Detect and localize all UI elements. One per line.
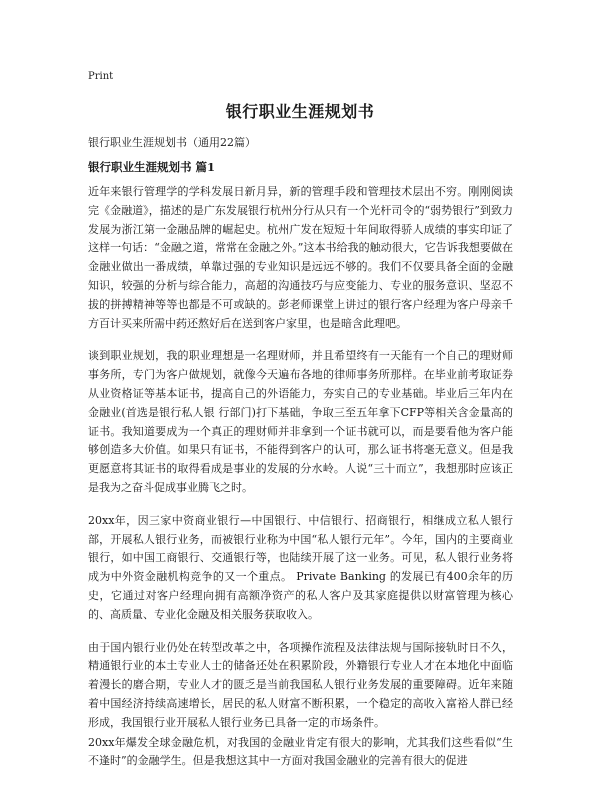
paragraph-1: 近年来银行管理学的学科发展日新月异，新的管理手段和管理技术层出不穷。刚刚阅读完《金融道》，描述的是广东发展银行杭州分行从只有一个光杆司令的“弱势银行”到致力发展为浙江第一金融品牌的崛起史。杭州广发在短短十年间取得骄人成绩的事实印证了这样一句话：“金融之道，常常在金融之外。”这本书给我的触动很大，它告诉我想要做在金融业做出一番成绩，单靠过强的专业知识是远远不够的。我们不仅要具备全面的金融知识，较强的分析与综合能力，高超的沟通技巧与应变能力、专业的服务意识、坚忍不拔的拼搏精神等等也都是不可或缺的。彭老师课堂上讲过的银行客户经理为客户母亲千方百计买来所需中药还熬好后在送到客户家里，也是暗含此理吧。 [88,185,513,330]
section-heading: 银行职业生涯规划书 篇1 [88,160,216,174]
paragraph-3: 20xx年，因三家中资商业银行—中国银行、中信银行、招商银行，相继成立私人银行部，开展私人银行业务，而被银行业称为中国“私人银行元年”。今年，国内的主要商业银行，如中国工商银行、交通银行等，也陆续开展了这一业务。可见，私人银行业务将成为中外资金融机构竞争的又一个重点。 Private Banking 的发展已有400余年的历史，它通过对客户经理向拥有高额净资产的私人客户及其家庭提供以财富管理为核心的、高质量、专业化金融及相关服务获取收入。 [88,513,513,621]
document-subtitle: 银行职业生涯规划书（通用22篇） [88,136,256,149]
print-link[interactable]: Print [88,71,114,82]
paragraph-4: 由于国内银行业仍处在转型改革之中，各项操作流程及法律法规与国际接轨时日不久，精通银行业的本土专业人士的储备还处在积累阶段，外籍银行专业人才在本地化中面临着漫长的磨合期，专业人才的匮乏是当前我国私人银行业务发展的重要障碍。近年来随着中国经济持续高速增长，居民的私人财富不断积累，一个稳定的高收入富裕人群已经形成，我国银行业开展私人银行业务已具备一定的市场条件。 [88,640,513,729]
page-title: 银行职业生涯规划书 [225,102,375,121]
paragraph-2: 谈到职业规划，我的职业理想是一名理财师，并且希望终有一天能有一个自己的理财师事务所，专门为客户做规划，就像今天遍布各地的律师事务所那样。在毕业前考取证券从业资格证等基本证书，提高自己的外语能力，夯实自己的专业基础。毕业后三年内在金融业(首选是银行私人银 行部门)打下基础，争取三至五年拿下CFP等相关含金量高的证书。我知道要成为一个真正的理财师并非拿到一个证书就可以，而是要看他为客户能够创造多大价值。如果只有证书，不能得到客户的认可，那么证书将毫无意义。但是我更愿意将其证书的取得看成是事业的发展的分水岭。人说“三十而立”，我想那时应该正是我为之奋斗促成事业腾飞之时。 [88,349,513,494]
article-body [88,183,513,785]
paragraph-5: 20xx年爆发全球金融危机，对我国的金融业肯定有很大的影响，尤其我们这些看似“生不逢时”的金融学生。但是我想这其中一方面对我国金融业的完善有很大的促进 [88,735,513,768]
